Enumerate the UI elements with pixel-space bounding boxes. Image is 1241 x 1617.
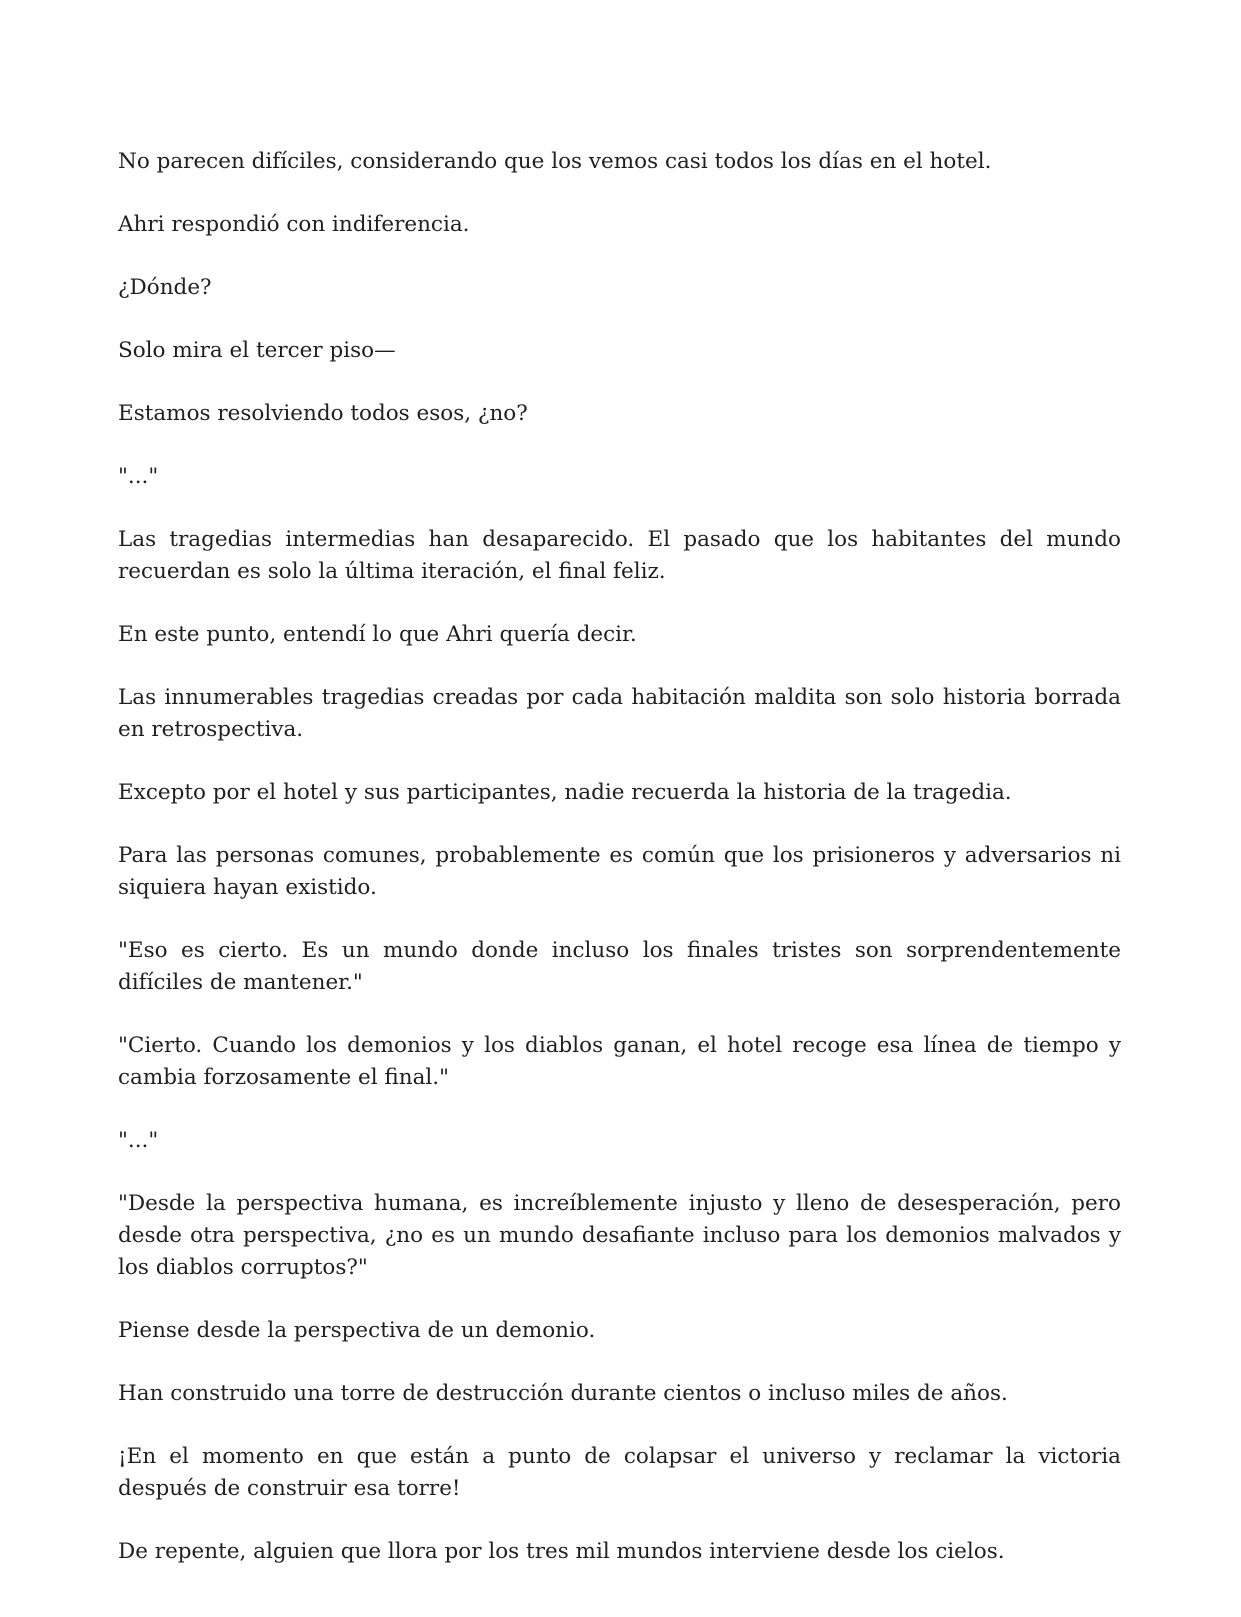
paragraph: "Desde la perspectiva humana, es increíblemente injusto y lleno de desesperación, pero desde otra perspectiva, ¿no es un mundo desafiante incluso para los demonios malvados y los diablos corruptos?": [118, 1191, 1121, 1280]
paragraph: En este punto, entendí lo que Ahri quería decir.: [118, 622, 637, 647]
paragraph: Piense desde la perspectiva de un demonio.: [118, 1318, 596, 1343]
paragraph: Para las personas comunes, probablemente es común que los prisioneros y adversarios ni siquiera hayan existido.: [118, 843, 1121, 900]
paragraph: ¿Dónde?: [118, 275, 212, 300]
document-page: [118, 146, 1121, 1599]
paragraph: Ahri respondió con indiferencia.: [118, 212, 470, 237]
paragraph: ¡En el momento en que están a punto de colapsar el universo y reclamar la victoria después de construir esa torre!: [118, 1444, 1121, 1501]
paragraph: De repente, alguien que llora por los tres mil mundos interviene desde los cielos.: [118, 1539, 1005, 1564]
paragraph: Excepto por el hotel y sus participantes, nadie recuerda la historia de la tragedia.: [118, 780, 1012, 805]
paragraph: Solo mira el tercer piso—: [118, 338, 396, 363]
paragraph: "Eso es cierto. Es un mundo donde incluso los finales tristes son sorprendentemente difíciles de mantener.": [118, 938, 1121, 995]
paragraph: Las innumerables tragedias creadas por cada habitación maldita son solo historia borrada en retrospectiva.: [118, 685, 1121, 742]
paragraph: "Cierto. Cuando los demonios y los diablos ganan, el hotel recoge esa línea de tiempo y cambia forzosamente el final.": [118, 1033, 1121, 1090]
paragraph: "...": [118, 464, 159, 489]
paragraph: Estamos resolviendo todos esos, ¿no?: [118, 401, 528, 426]
paragraph: "...": [118, 1128, 159, 1153]
paragraph: Las tragedias intermedias han desaparecido. El pasado que los habitantes del mundo recuerdan es solo la última iteración, el final feliz.: [118, 527, 1121, 584]
paragraph: No parecen difíciles, considerando que los vemos casi todos los días en el hotel.: [118, 149, 992, 174]
paragraph: Han construido una torre de destrucción durante cientos o incluso miles de años.: [118, 1381, 1008, 1406]
